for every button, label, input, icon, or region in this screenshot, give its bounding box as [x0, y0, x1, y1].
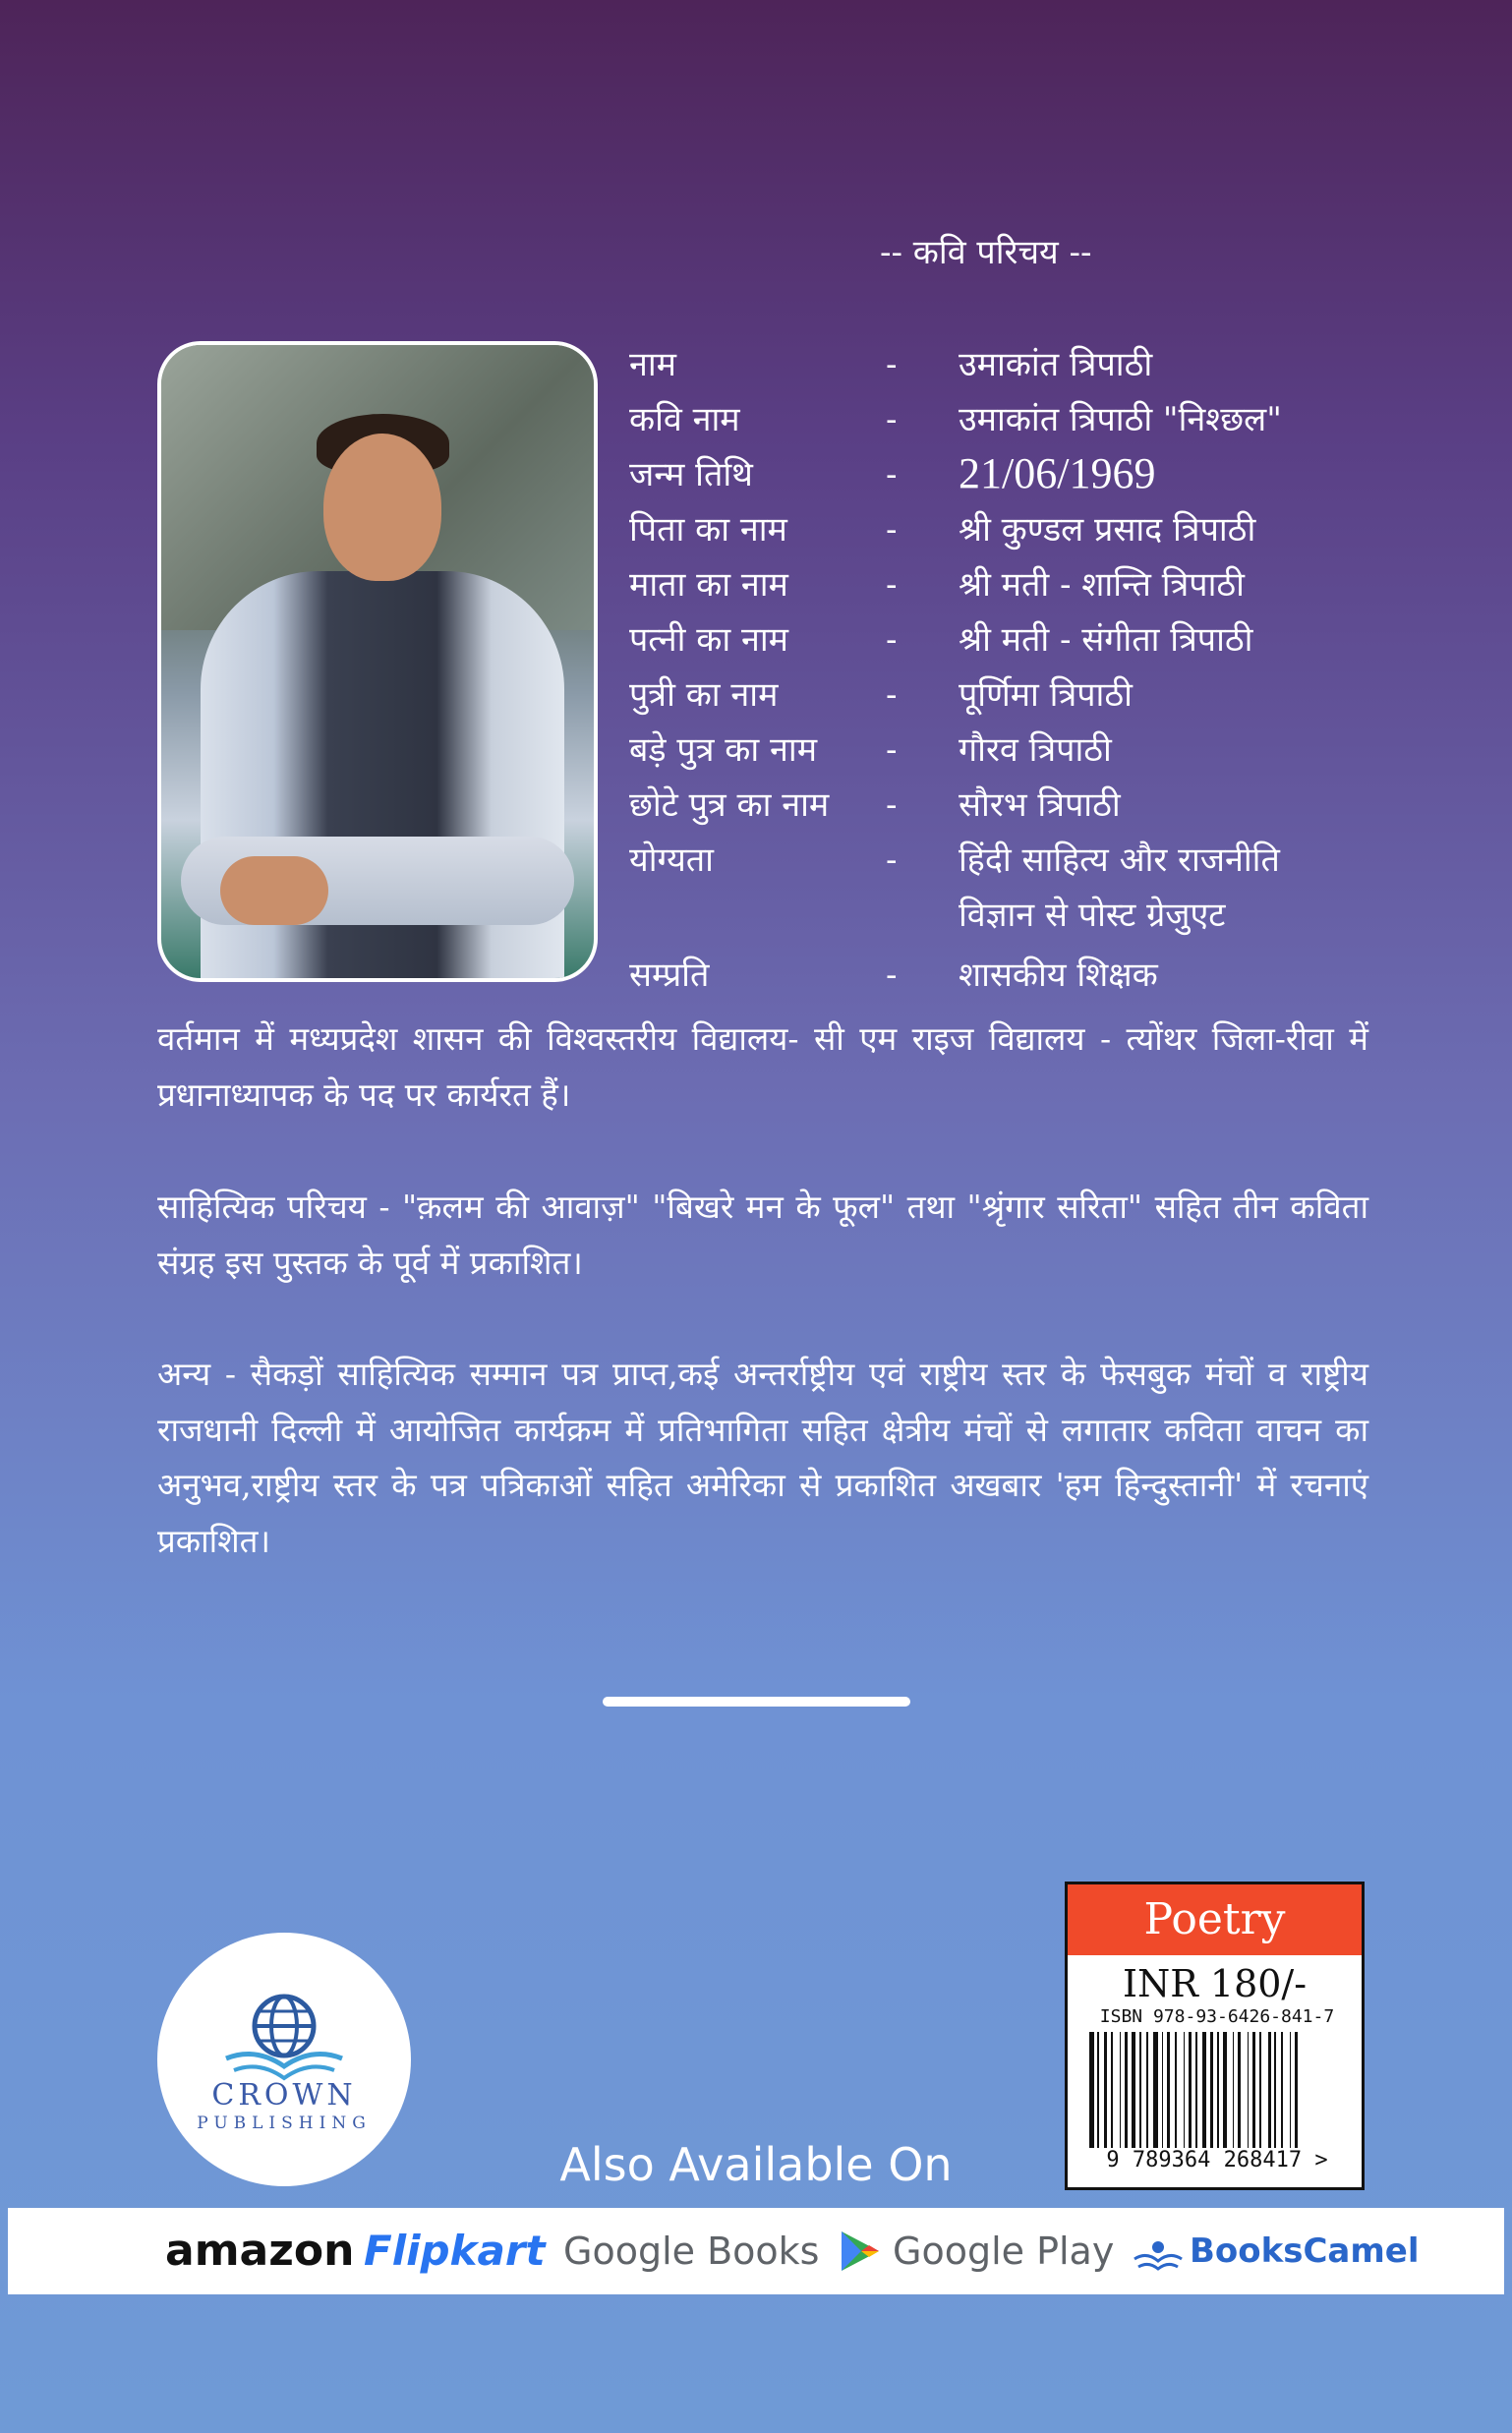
profile-value: हिंदी साहित्य और राजनीति — [959, 840, 1280, 880]
barcode-bar — [1238, 2032, 1241, 2148]
isbn-label: ISBN 978-93-6426-841-7 — [1099, 2006, 1335, 2027]
barcode-bar — [1132, 2032, 1136, 2148]
author-photo — [157, 341, 598, 982]
google-play-logo[interactable]: Google Play — [893, 2230, 1115, 2273]
barcode-bar — [1210, 2032, 1213, 2148]
profile-label: माता का नाम — [629, 565, 788, 605]
barcode-bar — [1281, 2032, 1283, 2148]
barcode-bar — [1248, 2032, 1250, 2148]
profile-dash: - — [886, 400, 898, 439]
barcode-bar — [1233, 2032, 1235, 2148]
section-title: -- कवि परिचय -- — [880, 233, 1092, 272]
divider — [603, 1697, 910, 1707]
profile-label: कवि नाम — [629, 400, 740, 439]
barcode-bar — [1139, 2032, 1141, 2148]
profile-dash: - — [886, 675, 898, 715]
barcode-bar — [1175, 2032, 1177, 2148]
store-logos-strip — [8, 2208, 1504, 2294]
profile-label: बड़े पुत्र का नाम — [629, 730, 818, 770]
barcode-bar — [1217, 2032, 1219, 2148]
profile-label: छोटे पुत्र का नाम — [629, 785, 830, 825]
publisher-name: CROWN — [211, 2078, 357, 2113]
barcode-bar — [1111, 2032, 1113, 2148]
other-achievements-paragraph: अन्य - सैकड़ों साहित्यिक सम्मान पत्र प्राप्त,कई अन्तर्राष्ट्रीय एवं राष्ट्रीय स्तर के फेसबुक मंचों व राष्ट्रीय राजधानी दिल्ली में आयोजित कार्यक्रम में प्रतिभागिता सहित क्षेत्रीय मंचों से लगातार कविता वाचन का अनुभव,राष्ट्रीय स्तर के पत्र पत्रिकाओं सहित अमेरिका से प्रकाशित अखबार 'हम हिन्दुस्तानी' में रचनाएं प्रकाशित। — [157, 1355, 1368, 1560]
profile-label: पुत्री का नाम — [629, 675, 779, 715]
barcode-digits: 9 789364 268417 > — [1106, 2148, 1328, 2172]
barcode-bar — [1295, 2032, 1298, 2148]
profile-value: 21/06/1969 — [959, 449, 1156, 497]
barcode-bar — [1189, 2032, 1192, 2148]
profile-value: श्री मती - शान्ति त्रिपाठी — [959, 565, 1245, 605]
barcode-bar — [1104, 2032, 1107, 2148]
barcode-bar — [1268, 2032, 1271, 2148]
barcode-bar — [1252, 2032, 1255, 2148]
barcode-bar — [1097, 2032, 1099, 2148]
barcode — [1089, 2032, 1347, 2148]
barcode-bar — [1195, 2032, 1197, 2148]
literary-intro-paragraph: साहित्यिक परिचय - "क़लम की आवाज़" "बिखरे मन के फूल" तथा "श्रृंगार सरिता" सहित तीन कविता संग्रह इस पुस्तक के पूर्व में प्रकाशित। — [157, 1188, 1368, 1282]
books-camel-logo[interactable]: BooksCamel — [1190, 2231, 1420, 2271]
barcode-bar — [1146, 2032, 1148, 2148]
profile-label: योग्यता — [629, 840, 714, 880]
profile-label: पत्नी का नाम — [629, 620, 788, 660]
barcode-bar — [1089, 2032, 1094, 2148]
current-position-paragraph: वर्तमान में मध्यप्रदेश शासन की विश्वस्तरीय विद्यालय- सी एम राइज विद्यालय - त्योंथर जिला-रीवा में प्रधानाध्यापक के पद पर कार्यरत हैं। — [157, 1019, 1368, 1114]
barcode-bar — [1120, 2032, 1122, 2148]
profile-label: सम्प्रति — [629, 956, 710, 995]
profile-dash: - — [886, 620, 898, 660]
barcode-bar — [1162, 2032, 1164, 2148]
profile-dash: - — [886, 565, 898, 605]
profile-value: पूर्णिमा त्रिपाठी — [959, 675, 1133, 715]
google-books-logo[interactable]: Google Books — [563, 2230, 820, 2273]
amazon-logo[interactable]: amazon — [165, 2226, 355, 2276]
barcode-bar — [1153, 2032, 1158, 2148]
profile-dash: - — [886, 345, 898, 384]
barcode-bar — [1259, 2032, 1261, 2148]
barcode-bar — [1223, 2032, 1228, 2148]
barcode-bar — [1274, 2032, 1276, 2148]
genre-label: Poetry — [1068, 1884, 1362, 1955]
profile-dash: - — [886, 455, 898, 494]
barcode-bar — [1290, 2032, 1292, 2148]
price-label: INR 180/- — [1122, 1962, 1308, 2005]
profile-value: श्री मती - संगीता त्रिपाठी — [959, 620, 1253, 660]
profile-value: उमाकांत त्रिपाठी "निश्छल" — [959, 400, 1282, 439]
profile-value: श्री कुण्डल प्रसाद त्रिपाठी — [959, 510, 1256, 550]
books-camel-icon[interactable] — [1129, 2208, 1188, 2294]
profile-value: विज्ञान से पोस्ट ग्रेजुएट — [959, 896, 1226, 935]
profile-dash: - — [886, 840, 898, 880]
also-available-heading: Also Available On — [559, 2138, 953, 2191]
profile-dash: - — [886, 510, 898, 550]
profile-value: उमाकांत त्रिपाठी — [959, 345, 1153, 384]
barcode-bar — [1184, 2032, 1186, 2148]
barcode-bar — [1167, 2032, 1170, 2148]
publisher-sub: PUBLISHING — [197, 2114, 372, 2133]
profile-dash: - — [886, 956, 898, 995]
profile-label: जन्म तिथि — [629, 455, 753, 494]
profile-dash: - — [886, 785, 898, 825]
profile-value: गौरव त्रिपाठी — [959, 730, 1112, 770]
profile-label: पिता का नाम — [629, 510, 787, 550]
profile-dash: - — [886, 730, 898, 770]
flipkart-logo[interactable]: Flipkart — [364, 2227, 546, 2275]
google-play-icon[interactable] — [836, 2208, 885, 2294]
barcode-bar — [1125, 2032, 1128, 2148]
profile-value: शासकीय शिक्षक — [959, 956, 1158, 995]
barcode-bar — [1202, 2032, 1207, 2148]
profile-label: नाम — [629, 345, 677, 384]
profile-value: सौरभ त्रिपाठी — [959, 785, 1121, 825]
